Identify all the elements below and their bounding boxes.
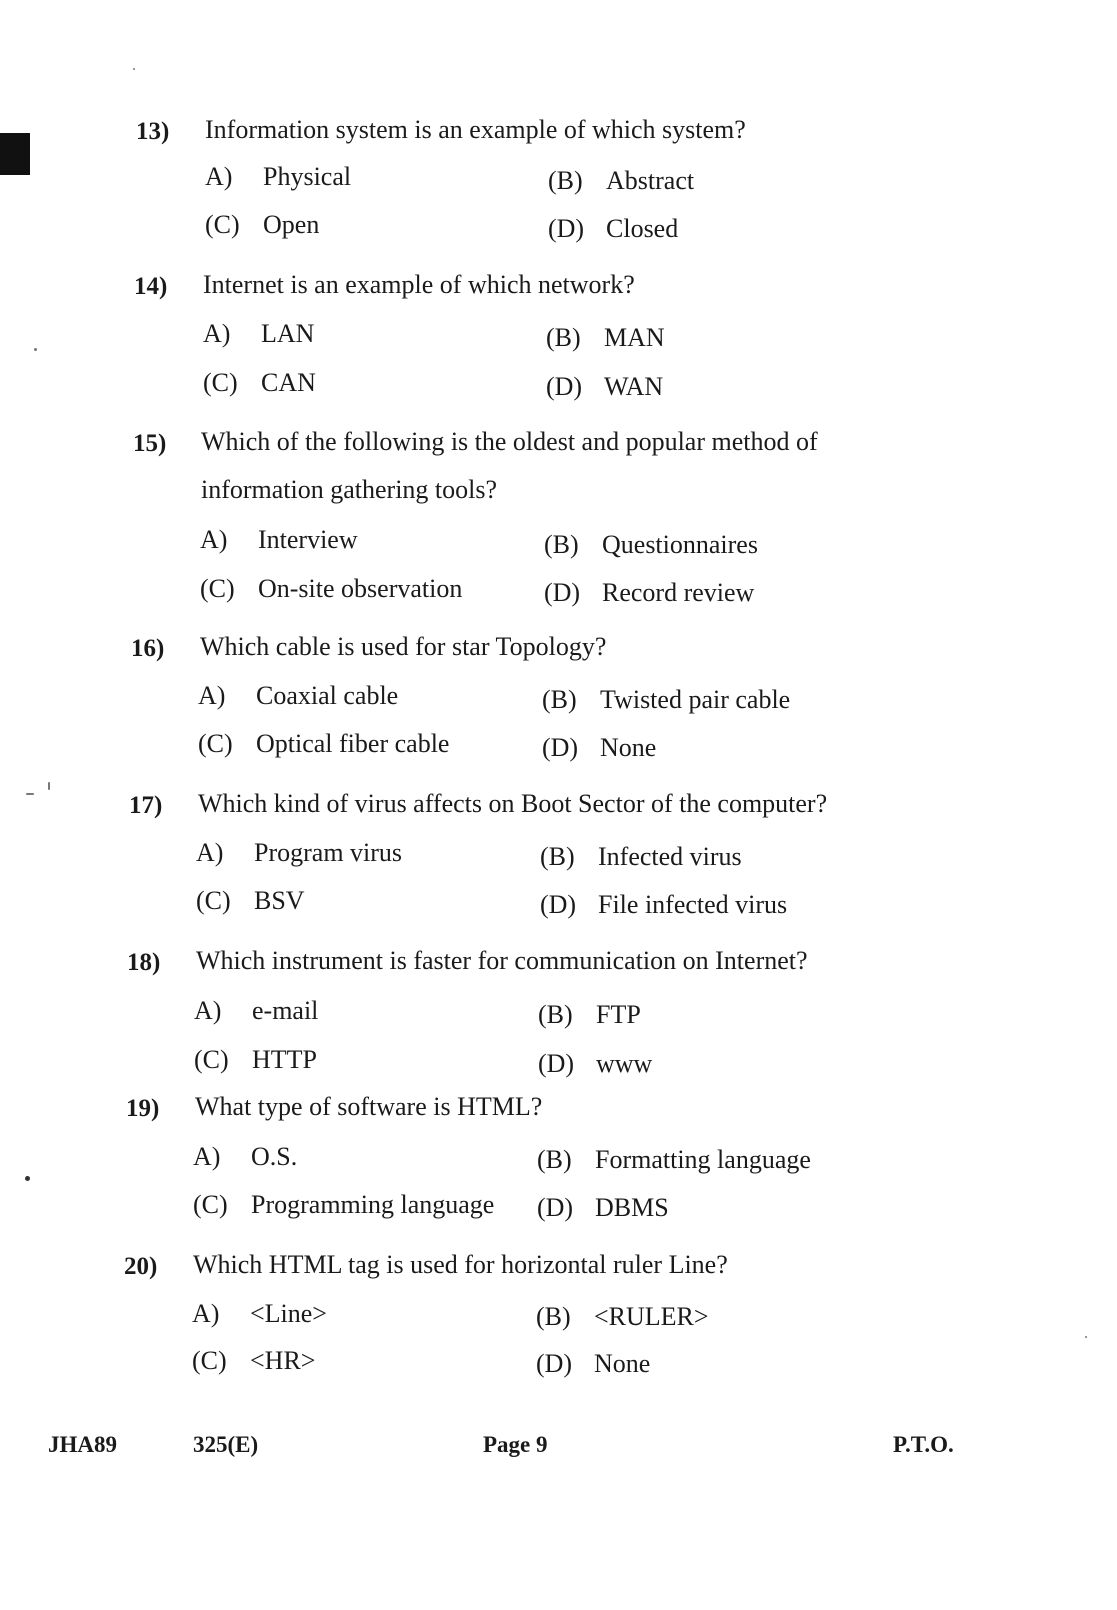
- option-letter: (C): [193, 1190, 228, 1219]
- option-text: Program virus: [254, 838, 403, 867]
- option-d: [536, 1349, 650, 1379]
- option-letter: (B): [537, 1145, 572, 1174]
- option-text: None: [600, 733, 657, 762]
- question-number: 19): [126, 1095, 160, 1122]
- option-text: www: [596, 1049, 653, 1078]
- question-number: 16): [131, 635, 165, 662]
- option-letter: (B): [538, 1000, 573, 1029]
- option-text: O.S.: [251, 1142, 298, 1171]
- option-text: Physical: [263, 162, 352, 191]
- question-number: 13): [136, 118, 170, 145]
- question-text: What type of software is HTML?: [195, 1092, 543, 1121]
- option-text: LAN: [261, 319, 315, 348]
- option-letter: (B): [546, 323, 581, 352]
- option-letter: (C): [203, 368, 238, 397]
- option-text: On-site observation: [258, 574, 463, 603]
- scan-speck: [26, 793, 34, 795]
- option-b: [538, 1000, 641, 1030]
- question-number: 17): [129, 792, 163, 819]
- option-letter: (D): [537, 1193, 574, 1222]
- option-letter: (D): [536, 1349, 573, 1378]
- option-text: Open: [263, 210, 320, 239]
- question-number: 20): [124, 1253, 158, 1280]
- option-text: HTTP: [252, 1045, 317, 1074]
- option-text: <HR>: [250, 1346, 316, 1375]
- option-b: [536, 1302, 709, 1332]
- option-a: [192, 1299, 327, 1329]
- scan-speck: [133, 68, 135, 70]
- option-letter: A): [200, 525, 228, 554]
- option-letter: (D): [548, 214, 585, 243]
- option-letter: A): [194, 996, 222, 1025]
- option-letter: (B): [544, 530, 579, 559]
- option-letter: A): [203, 319, 231, 348]
- option-letter: A): [205, 162, 233, 191]
- footer-code: JHA89: [48, 1432, 117, 1457]
- option-letter: (C): [205, 210, 240, 239]
- footer-paper-number: 325(E): [193, 1432, 259, 1457]
- footer-pto: P.T.O.: [893, 1432, 954, 1457]
- option-letter: (D): [542, 733, 579, 762]
- margin-registration-mark: [0, 133, 30, 175]
- option-a: [203, 319, 314, 349]
- question-text: Internet is an example of which network?: [203, 270, 635, 299]
- option-d: [540, 890, 787, 920]
- option-text: Abstract: [606, 166, 695, 195]
- option-letter: A): [192, 1299, 220, 1328]
- option-letter: (C): [194, 1045, 229, 1074]
- option-d: [538, 1049, 652, 1079]
- option-letter: A): [196, 838, 224, 867]
- option-letter: (B): [548, 166, 583, 195]
- option-text: <RULER>: [594, 1302, 709, 1331]
- option-letter: A): [193, 1142, 221, 1171]
- question-text: Which kind of virus affects on Boot Sector of the computer?: [198, 789, 828, 818]
- option-text: <Line>: [250, 1299, 327, 1328]
- option-c: [203, 368, 316, 398]
- option-letter: (C): [196, 886, 231, 915]
- option-letter: (C): [192, 1346, 227, 1375]
- option-d: [542, 733, 656, 763]
- option-text: Twisted pair cable: [600, 685, 791, 714]
- option-a: [196, 838, 402, 868]
- option-text: Optical fiber cable: [256, 729, 450, 758]
- option-text: WAN: [604, 372, 664, 401]
- question-text: Which instrument is faster for communication on Internet?: [196, 946, 808, 975]
- scan-speck: [1085, 1336, 1087, 1338]
- option-d: [548, 214, 678, 244]
- option-d: [544, 578, 754, 608]
- question-text: Which HTML tag is used for horizontal ruler Line?: [193, 1250, 728, 1279]
- option-c: [193, 1190, 494, 1220]
- option-text: DBMS: [595, 1193, 669, 1222]
- option-text: Questionnaires: [602, 530, 758, 559]
- option-text: Formatting language: [595, 1145, 811, 1174]
- option-letter: (D): [538, 1049, 575, 1078]
- option-b: [544, 530, 758, 560]
- scan-speck: [25, 1176, 30, 1181]
- option-text: None: [594, 1349, 651, 1378]
- option-text: BSV: [254, 886, 305, 915]
- option-letter: (B): [542, 685, 577, 714]
- option-text: Coaxial cable: [256, 681, 399, 710]
- option-text: Programming language: [251, 1190, 495, 1219]
- question-number: 15): [133, 430, 167, 457]
- option-c: [192, 1346, 315, 1376]
- option-c: [198, 729, 449, 759]
- option-d: [546, 372, 663, 402]
- option-a: [205, 162, 351, 192]
- option-text: CAN: [261, 368, 316, 397]
- question-text: Which of the following is the oldest and popular method of information gathering tools?: [201, 427, 818, 504]
- option-b: [537, 1145, 811, 1175]
- option-b: [548, 166, 694, 196]
- option-d: [537, 1193, 669, 1223]
- option-text: FTP: [596, 1000, 641, 1029]
- option-b: [542, 685, 790, 715]
- option-text: File infected virus: [598, 890, 788, 919]
- option-letter: (B): [536, 1302, 571, 1331]
- option-text: MAN: [604, 323, 665, 352]
- option-a: [200, 525, 358, 555]
- option-text: Record review: [602, 578, 755, 607]
- question-text: Which cable is used for star Topology?: [200, 632, 607, 661]
- option-letter: (D): [546, 372, 583, 401]
- question-number: 18): [127, 949, 161, 976]
- question-text: Information system is an example of which system?: [205, 115, 746, 144]
- option-letter: (D): [544, 578, 581, 607]
- question-number: 14): [134, 273, 168, 300]
- option-text: Closed: [606, 214, 679, 243]
- option-a: [193, 1142, 297, 1172]
- option-letter: (B): [540, 842, 575, 871]
- option-a: [198, 681, 398, 711]
- option-c: [205, 210, 319, 240]
- option-text: Interview: [258, 525, 358, 554]
- option-letter: (D): [540, 890, 577, 919]
- scan-speck: [34, 348, 37, 351]
- option-b: [540, 842, 742, 872]
- option-letter: (C): [200, 574, 235, 603]
- option-text: e-mail: [252, 996, 319, 1025]
- option-c: [194, 1045, 317, 1075]
- option-letter: A): [198, 681, 226, 710]
- footer-page-number: Page 9: [483, 1432, 548, 1457]
- option-a: [194, 996, 318, 1026]
- option-b: [546, 323, 665, 353]
- option-c: [196, 886, 305, 916]
- option-c: [200, 574, 462, 604]
- option-letter: (C): [198, 729, 233, 758]
- scan-speck: [48, 782, 50, 790]
- option-text: Infected virus: [598, 842, 742, 871]
